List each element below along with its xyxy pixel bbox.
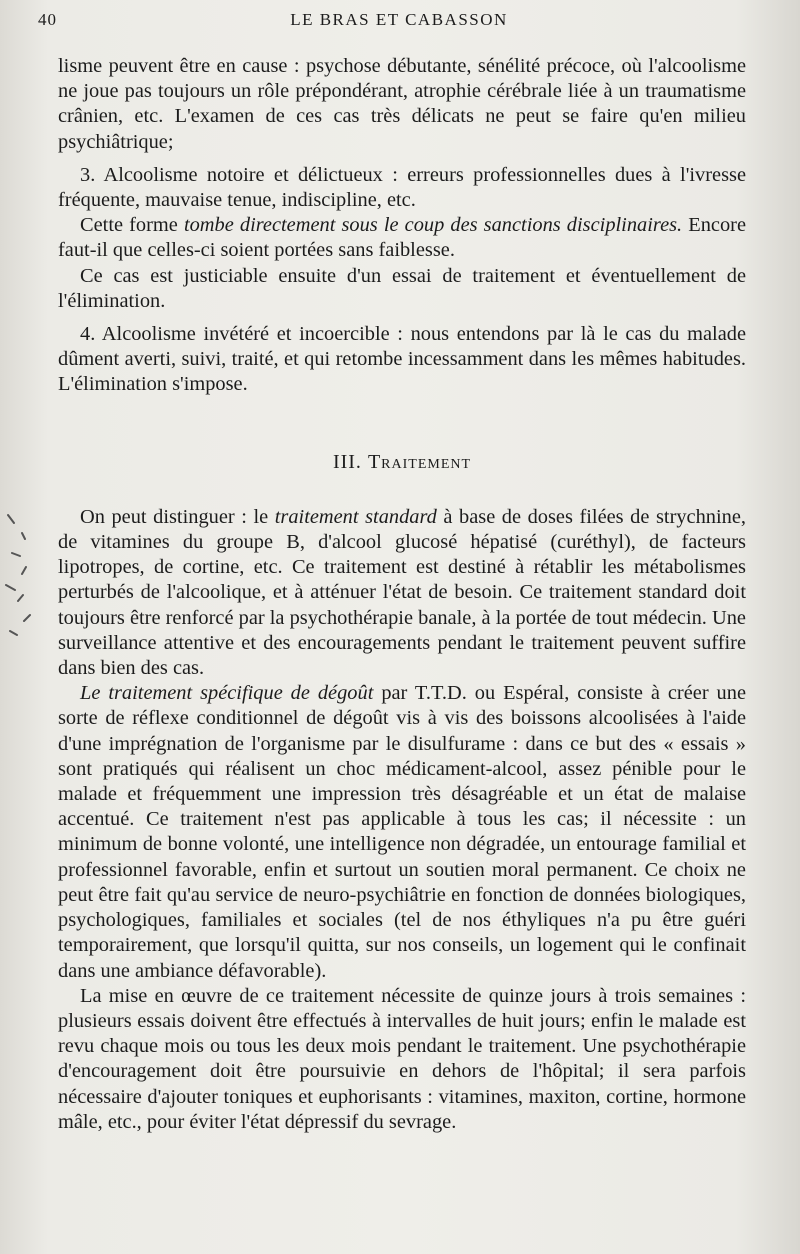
emphasis-text: Le traitement spécifique de dégoût: [80, 682, 374, 705]
text-run: Encore faut-il que celles-ci soient portées sans faiblesse.: [58, 214, 747, 262]
emphasis-text: traitement standard: [274, 505, 437, 528]
margin-specks: [0, 505, 40, 655]
paragraph-specific-treatment: [58, 681, 746, 983]
text-run: Cette forme: [80, 214, 184, 237]
paragraph-item-4: 4. Alcoolisme invétéré et incoercible : nous entendons par là le cas du malade dûment averti, suivi, traité, et qui retombe incessamment dans les mêmes habitudes. L'élimination s'impose.: [58, 323, 746, 396]
page-header: [38, 10, 760, 40]
paragraph-continuation: lisme peuvent être en cause : psychose débutante, sénélité précoce, où l'alcoolisme ne joue pas toujours un rôle prépondérant, atrophie cérébrale liée à un traumatisme crânien, etc. L'examen de ces cas très délicats ne peut se faire qu'en milieu psychiâtrique;: [58, 55, 746, 153]
section-number: III.: [332, 450, 362, 473]
text-run: à base de doses filées de strychnine, de vitamines du groupe B, d'alcool glucosé hépatisé (curéthyl), de facteurs lipotropes, de cortine, etc. Ce traitement est destiné à rétablir les métabolismes perturbés de l'alcoolique, et à atténuer l'état de besoin. Ce traitement standard doit toujours être renforcé par la psychothérapie banale, à la portée de tout médecin. Une surveillance attentive et des encouragements pendant le traitement peuvent suffire dans bien des cas.: [58, 505, 746, 680]
paragraph-standard-treatment: [58, 505, 746, 681]
emphasis-text: tombe directement sous le coup des sanctions disciplinaires.: [183, 214, 683, 237]
text-run: par T.T.D. ou Espéral, consiste à créer une sorte de réflexe conditionnel de dégoût vis à vis des boissons alcoolisées à l'aide d'une imprégnation de l'organisme par le disulfurame : dans ce but des « essais » sont pratiqués qui réalisent un choc médicament-alcool, assez pénible pour le malade et fréquemment une impression très désagréable et un état de malaise accentué. Ce traitement n'est pas applicable à tous les cas; il nécessite : un minimum de bonne volonté, une intelligence non dégradée, un entourage familial et professionnel favorable, enfin et surtout un soutien moral permanent. Ce choix ne peut être fait qu'au service de neuro-psychiâtrie en fonction de données biologiques, psychologiques, familiales et sociales (tel de nos éthyliques n'a pu être guéri temporairement, que lorsqu'il quitta, sur nos conseils, un logement qui le confinait dans une ambiance défavorable).: [58, 682, 746, 982]
paragraph-implementation: La mise en œuvre de ce traitement nécessite de quinze jours à trois semaines : plusieurs essais doivent être effectués à intervalles de huit jours; enfin le malade est revu chaque mois ou tous les deux mois pendant le traitement. Une psychothérapie d'encouragement doit être poursuivie en dehors de l'hôpital; il sera parfois nécessaire d'ajouter toniques et euphorisants : vitamines, maxiton, cortine, hormone mâle, etc., pour éviter l'état dépressif du sevrage.: [58, 984, 746, 1133]
page-number: 40: [38, 10, 57, 29]
running-title: LE BRAS ET CABASSON: [290, 10, 508, 29]
section-heading: [58, 450, 746, 475]
text-run: On peut distinguer : le: [80, 505, 275, 528]
body-text: [58, 54, 746, 1135]
section-title: Traitement: [367, 450, 472, 473]
paragraph-disciplinary: [58, 213, 746, 263]
paragraph-item-3: 3. Alcoolisme notoire et délictueux : erreurs professionnelles dues à l'ivresse fréquente, mauvaise tenue, indiscipline, etc.: [58, 163, 746, 212]
paragraph-justiciable: Ce cas est justiciable ensuite d'un essai de traitement et éventuellement de l'élimination.: [58, 264, 746, 312]
